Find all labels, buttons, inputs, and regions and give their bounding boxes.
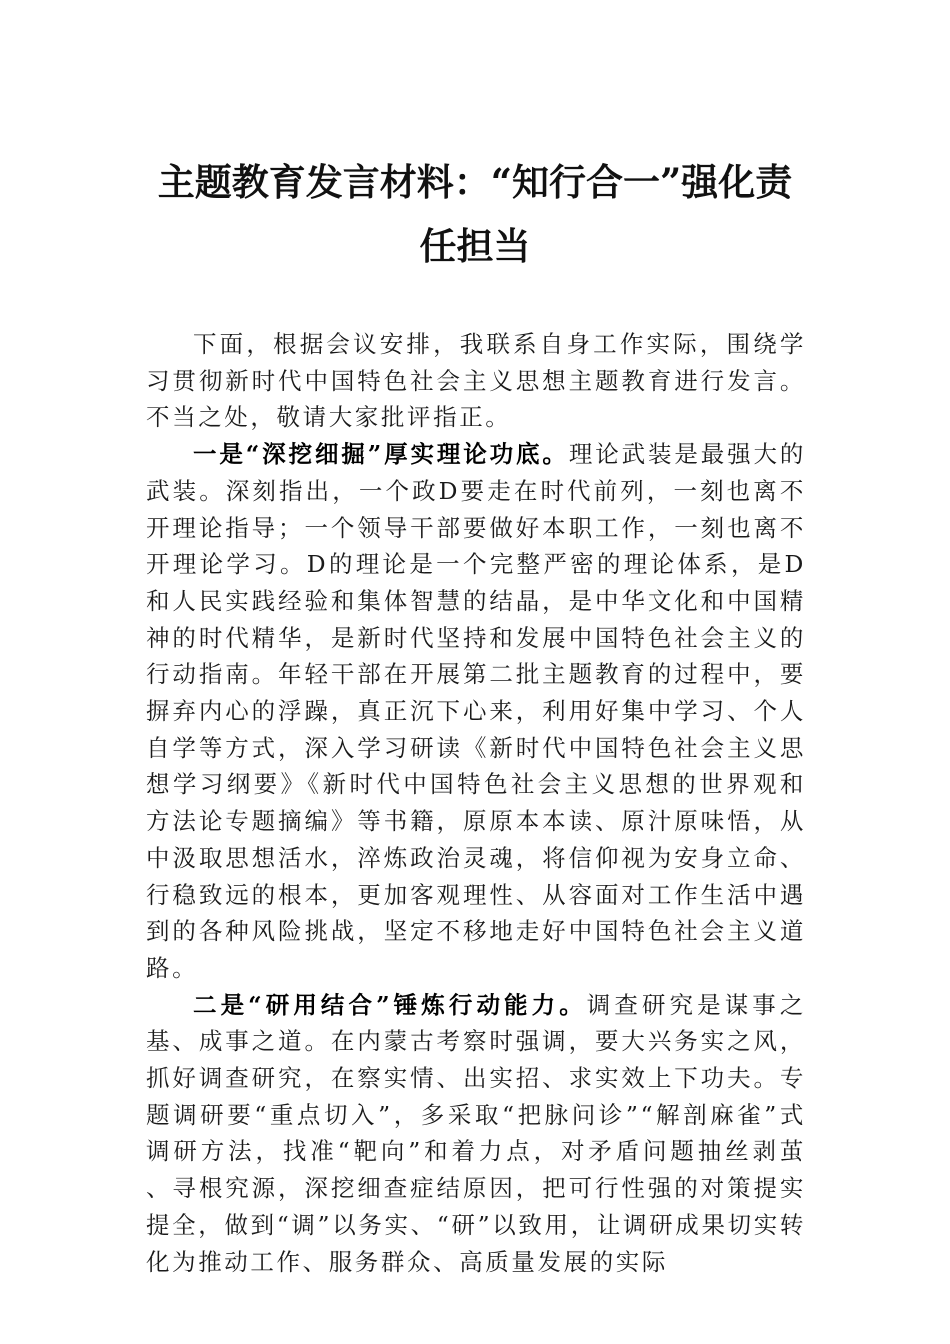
title-line-1: 主题教育发言材料：“知行合一”强化责 bbox=[157, 160, 793, 204]
paragraph-text: 理论武装是最强大的武装。深刻指出，一个政D要走在时代前列，一刻也离不开理论指导；一个领导干部要做好本职工作，一刻也离不开理论学习。D的理论是一个完整严密的理论体系，是D和人民实践经验和集体智慧的结晶，是中华文化和中国精神的时代精华，是新时代坚持和发展中国特色社会主义的行动指南。年轻干部在开展第二批主题教育的过程中，要摒弃内心的浮躁，真正沉下心来，利用好集中学习、个人自学等方式，深入学习研读《新时代中国特色社会主义思想学习纲要》《新时代中国特色社会主义思想的世界观和方法论专题摘编》等书籍，原原本本读、原汁原味悟，从中汲取思想活水，淬炼政治灵魂，将信仰视为安身立命、行稳致远的根本，更加客观理性、从容面对工作生活中遇到的各种风险挑战，坚定不移地走好中国特色社会主义道路。 bbox=[146, 440, 806, 982]
paragraph-theory bbox=[146, 436, 806, 987]
paragraph-text: 调查研究是谋事之基、成事之道。在内蒙古考察时强调，要大兴务实之风，抓好调查研究，在察实情、出实招、求实效上下功夫。专题调研要“重点切入”，多采取“把脉问诊”“解剖麻雀”式调研方法，找准“靶向”和着力点，对矛盾问题抽丝剥茧 、寻根究源，深挖细查症结原因，把可行性强的对策提实提全，做到“调”以务实、“研”以致用，让调研成果切实转化为推动工作、服务群众、高质量发展的实际 bbox=[146, 990, 806, 1276]
title-line-2: 任担当 bbox=[419, 224, 531, 268]
paragraph-text: 下面，根据会议安排，我联系自身工作实际，围绕学习贯彻新时代中国特色社会主义思想主题教育进行发言。不当之处，敬请大家批评指正。 bbox=[146, 330, 806, 432]
paragraph-lead: 二是“研用结合”锤炼行动能力。 bbox=[193, 990, 587, 1019]
paragraph-lead: 一是“深挖细掘”厚实理论功底。 bbox=[193, 440, 569, 469]
paragraph-research bbox=[146, 987, 806, 1281]
paragraph-intro bbox=[146, 326, 806, 436]
document-title bbox=[140, 150, 810, 278]
document-body bbox=[146, 326, 806, 1280]
